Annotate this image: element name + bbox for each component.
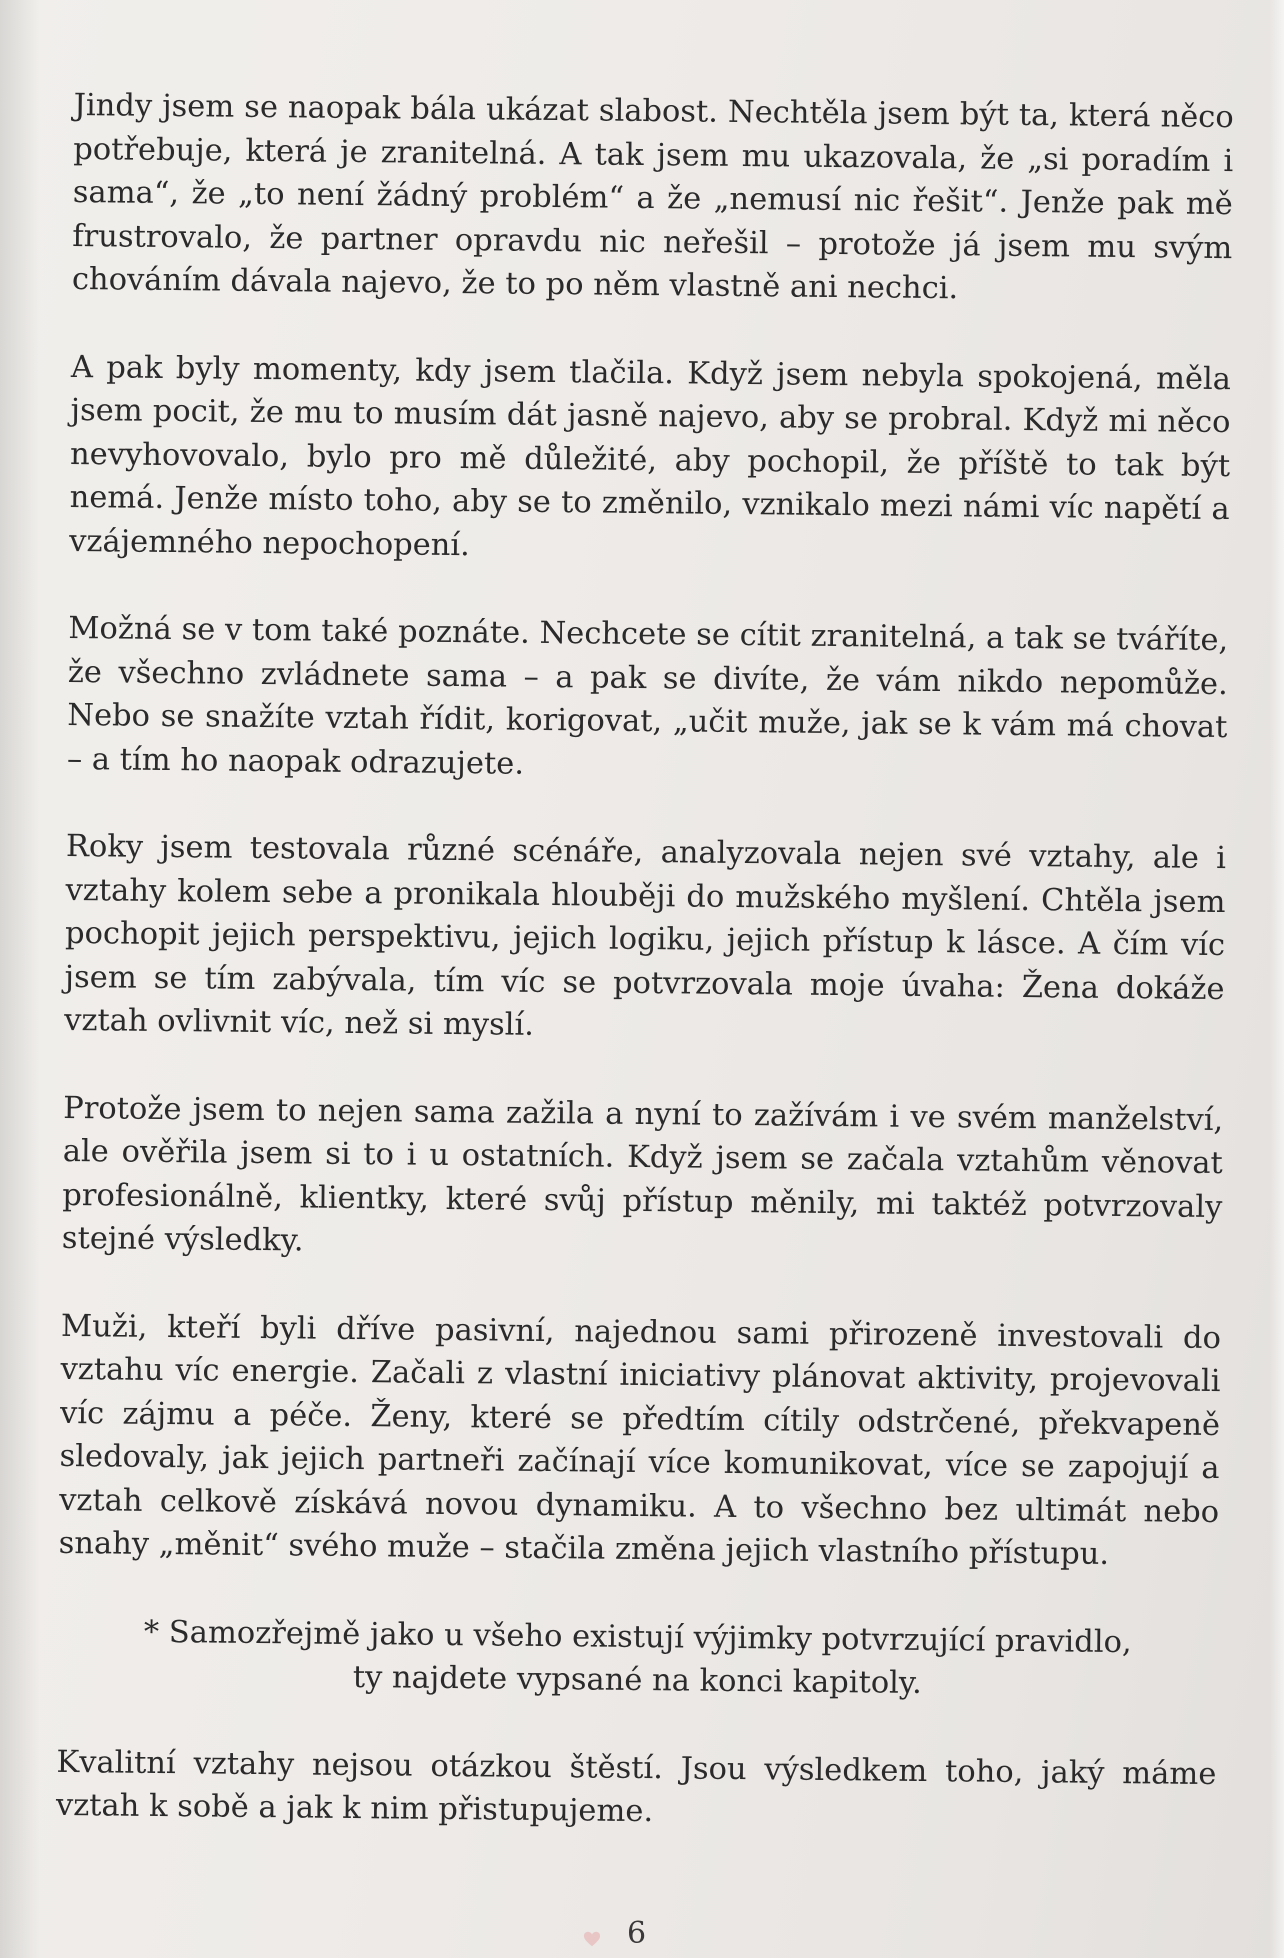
- paragraph-3: Možná se v tom také poznáte. Nechcete se cítit zranitelná, a tak se tváříte, že všechno zvládnete sama – a pak se divíte, že vám nikdo nepomůže. Nebo se snažíte vztah řídit, korigovat, „učit muže, jak se k vám má chovat – a tím ho naopak odrazujete.: [66, 610, 1229, 782]
- page-number: 6: [627, 1916, 647, 1951]
- paragraph-6: Muži, kteří byli dříve pasivní, najednou sami přirozeně investovali do vztahu víc energie. Začali z vlastní iniciativy plánovat aktivity, projevovali víc zájmu a péče. Ženy, které se předtím cítily odstrčené, překvapeně sledovaly, jak jejich partneři začínají více komunikovat, více se zapojují a vztah celkově získává novou dynamiku. A to všechno bez ultimát nebo snahy „měnit“ svého muže – stačila změna jejich vlastního přístupu.: [58, 1308, 1222, 1572]
- body-text: [55, 84, 1234, 1884]
- paragraph-4: Roky jsem testovala různé scénáře, analyzovala nejen své vztahy, ale i vztahy kolem sebe a pronikala hlouběji do mužského myšlení. Chtěla jsem pochopit jejich perspektivu, jejich logiku, jejich přístup k lásce. A čím víc jsem se tím zabývala, tím víc se potvrzovala moje úvaha: Žena dokáže vztah ovlivnit víc, než si myslí.: [64, 828, 1227, 1043]
- closing-paragraph: Kvalitní vztahy nejsou otázkou štěstí. Jsou výsledkem toho, jaký máme vztah k sobě a jak k nim přistupujeme.: [55, 1744, 1217, 1830]
- footnote-line-2: ty najdete vypsané na konci kapitoly.: [352, 1660, 922, 1701]
- paragraph-5: Protože jsem to nejen sama zažila a nyní to zažívám i ve svém manželství, ale ověřila jsem si to i u ostatních. Když jsem se začala vztahům věnovat profesionálně, klientky, které svůj přístup měnily, mi taktéž potvrzovaly stejné výsledky.: [61, 1090, 1224, 1259]
- page-edge-shadow: [0, 0, 40, 1958]
- paragraph-2: A pak byly momenty, kdy jsem tlačila. Když jsem nebyla spokojená, měla jsem pocit, že mu to musím dát jasně najevo, aby se probral. Když mi něco nevyhovovalo, bylo pro mě důležité, aby pochopil, že příště to tak být nemá. Jenže místo toho, aby se to změnilo, vznikalo mezi námi víc napětí a vzájemného nepochopení.: [69, 349, 1232, 563]
- paragraph-1: Jindy jsem se naopak bála ukázat slabost. Nechtěla jsem být ta, která něco potřebuje, která je zranitelná. A tak jsem mu ukazovala, že „si poradím i sama“, že „to není žádný problém“ a že „nemusí nic řešit“. Jenže pak mě frustrovalo, že partner opravdu nic neřešil – protože já jsem mu svým chováním dávala najevo, že to po něm vlastně ani nechci.: [71, 87, 1234, 307]
- footnote: [57, 1609, 1218, 1708]
- page-right-edge: [1270, 0, 1284, 1958]
- footnote-line-1: * Samozřejmě jako u všeho existují výjimky potvrzující pravidlo,: [143, 1614, 1132, 1660]
- heart-icon: [583, 1930, 601, 1948]
